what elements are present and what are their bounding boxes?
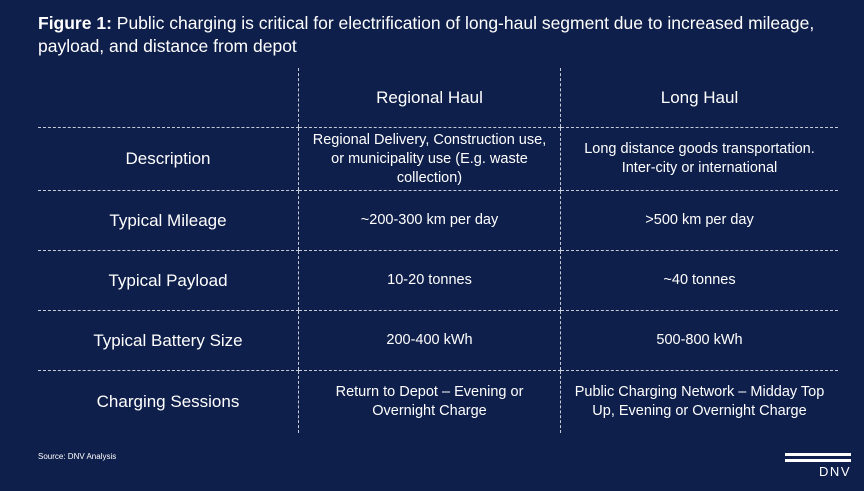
table-row bbox=[38, 191, 838, 251]
logo-bar bbox=[785, 453, 851, 456]
figure-title-text: Public charging is critical for electrification of long-haul segment due to increased mileage, payload, and distance from depot bbox=[38, 13, 815, 56]
table-row bbox=[38, 128, 838, 191]
logo-text: DNV bbox=[819, 464, 851, 479]
header-regional-haul: Regional Haul bbox=[299, 68, 561, 128]
table-header-row bbox=[38, 68, 838, 128]
row-label: Typical Payload bbox=[38, 251, 299, 311]
logo-bar bbox=[785, 459, 851, 462]
regional-cell: Regional Delivery, Construction use, or municipality use (E.g. waste collection) bbox=[299, 128, 561, 191]
header-empty-cell bbox=[38, 68, 299, 128]
regional-cell: ~200-300 km per day bbox=[299, 191, 561, 251]
long-cell: >500 km per day bbox=[561, 191, 839, 251]
long-cell: Public Charging Network – Midday Top Up, Evening or Overnight Charge bbox=[561, 371, 839, 434]
table-row bbox=[38, 251, 838, 311]
row-label: Charging Sessions bbox=[96, 392, 240, 411]
header-long-haul: Long Haul bbox=[561, 68, 839, 128]
table-row bbox=[38, 371, 838, 434]
long-cell: ~40 tonnes bbox=[561, 251, 839, 311]
regional-cell: 10-20 tonnes bbox=[299, 251, 561, 311]
figure-title bbox=[38, 12, 838, 58]
long-cell: Long distance goods transportation. Inter-city or international bbox=[561, 128, 839, 191]
regional-cell: Return to Depot – Evening or Overnight Charge bbox=[299, 371, 561, 434]
source-note: Source: DNV Analysis bbox=[38, 452, 117, 461]
long-cell: 500-800 kWh bbox=[561, 311, 839, 371]
row-label: Typical Battery Size bbox=[38, 311, 299, 371]
dnv-logo bbox=[785, 453, 851, 479]
row-label: Description bbox=[38, 128, 299, 191]
regional-cell: 200-400 kWh bbox=[299, 311, 561, 371]
row-label: Typical Mileage bbox=[38, 191, 299, 251]
figure-label: Figure 1: bbox=[38, 13, 112, 33]
comparison-table bbox=[38, 68, 838, 433]
table-row bbox=[38, 311, 838, 371]
